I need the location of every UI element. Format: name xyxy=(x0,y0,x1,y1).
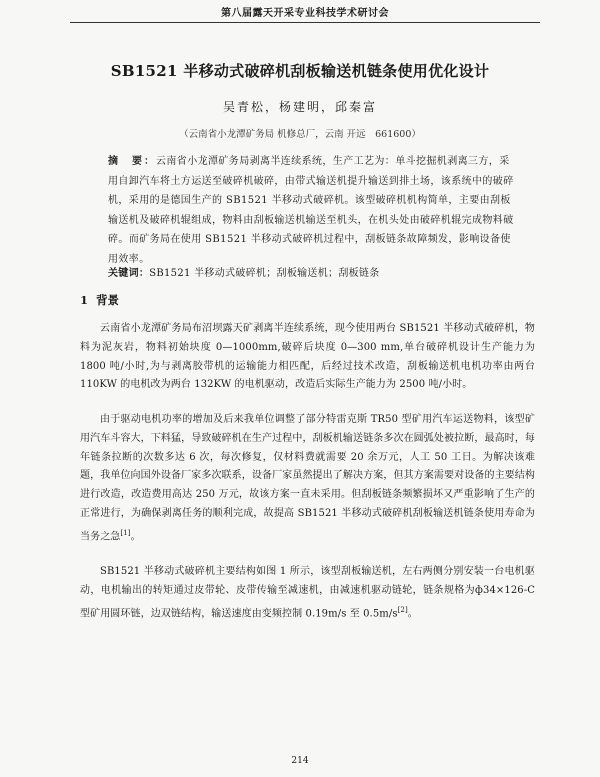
keywords-label: 关键词： xyxy=(108,268,150,279)
body-paragraph: 云南省小龙潭矿务局布沼坝露天矿剥离半连续系统，现今使用两台 SB1521 半移动式破碎机，物料为泥灰岩，物料初始块度 0—1000mm,破碎后块度 0—300 mm,单台破碎机设计生产能力为 1800 吨/小时,为与剥离胶带机的运输能力相匹配，后经过技术改造，刮板输送机电机功率由两台 110KW 的电机改为两台 132KW 的电机驱动，改造后实际生产能力为 2500 吨/小时。 xyxy=(80,323,535,391)
keywords xyxy=(108,264,528,279)
abstract-text: 云南省小龙潭矿务局剥离半连续系统，生产工艺为：单斗挖掘机剥离三方，采用自卸汽车将土方运送至破碎机破碎，由带式输送机提升输送到排土场，该系统中的破碎机，采用的是德国生产的 SB1521 半移动式破碎机。该型破碎机机构简单，主要由刮板输送机及破碎机辊组成，物料由刮板输送机输送至机头，在机头处由破碎机辊完成物料破碎。而矿务局在使用 SB1521 半移动式破碎机过程中，刮板链条故障频发，影响设备使用效率。 xyxy=(108,156,514,265)
paragraph-period: 。 xyxy=(407,607,418,619)
paragraph-text: 由于驱动电机功率的增加及后来我单位调整了部分特雷克斯 TR50 型矿用汽车运送物料，该型矿用汽车斗容大，下料猛，导致破碎机在生产过程中，刮板机输送链条多次在圆弧处被拉断，最高时，每年链条拉断的次数多达 6 次，每次修复，仅材料费就需要 20 余万元，人工 50 工日。为解决该难题，我单位向国外设备厂家多次联系，设备厂家虽然提出了解决方案，但其方案需要对设备的主要结构进行改造，改造费用高达 250 万元，故该方案一直未采用。但刮板链条频繁损坏又严重影响了生产的正常进行，为确保剥离任务的顺利完成，故提高 SB1521 半移动式破碎机刮板输送机链条使用寿命为当务之急 xyxy=(80,414,535,543)
citation: [1] xyxy=(120,528,131,537)
body-paragraph xyxy=(80,411,535,547)
abstract-label: 摘 要： xyxy=(108,156,156,167)
abstract xyxy=(108,152,516,269)
authors: 吴青松，杨建明，邱秦富 xyxy=(222,100,377,114)
section-number: 1 xyxy=(80,293,89,307)
section-heading xyxy=(80,292,119,308)
section-title: 背景 xyxy=(96,293,120,307)
page-number: 214 xyxy=(291,756,309,766)
header-rule xyxy=(70,22,540,23)
citation: [2] xyxy=(397,605,408,614)
running-header: 第八届露天开采专业科技学术研讨会 xyxy=(221,8,389,19)
paper-title: SB1521 半移动式破碎机刮板输送机链条使用优化设计 xyxy=(110,62,490,80)
keywords-text: SB1521 半移动式破碎机；刮板输送机；刮板链条 xyxy=(149,268,380,279)
paragraph-period: 。 xyxy=(130,531,141,543)
paragraph-text: SB1521 半移动式破碎机主要结构如图 1 所示，该型刮板输送机，左右两侧分别安装一台电机驱动，电机输出的转矩通过皮带轮、皮带传输至减速机，由减速机驱动链轮，链条规格为ф34×126-C 型矿用圆环链，边双链结构，输送速度由变频控制 0.19m/s 至 0.5m/s xyxy=(80,566,535,619)
body-paragraph xyxy=(80,563,535,624)
affiliation: （云南省小龙潭矿务局 机修总厂，云南 开远 661600） xyxy=(179,129,421,140)
